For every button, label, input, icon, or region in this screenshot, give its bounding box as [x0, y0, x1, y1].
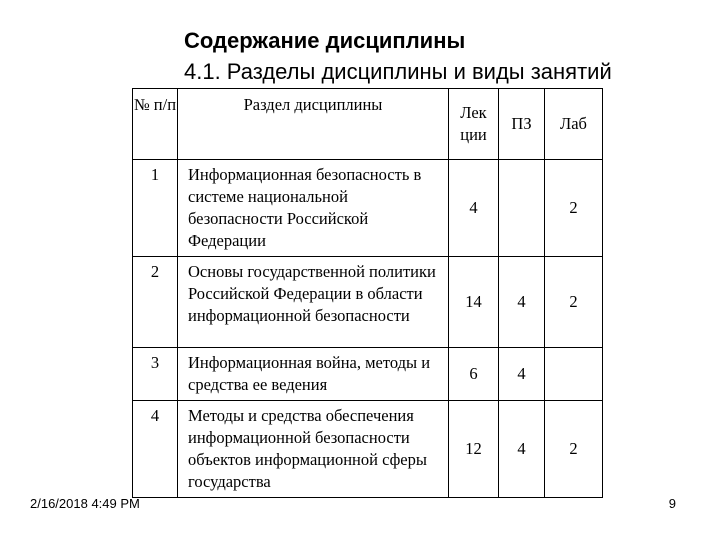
table-row [133, 257, 603, 348]
header-lectures: Лек ции [449, 89, 499, 160]
header-labs: Лаб [545, 89, 603, 160]
header-section: Раздел дисциплины [178, 89, 449, 160]
row-practice: 4 [499, 401, 545, 498]
table-header-row [133, 89, 603, 160]
row-lectures: 6 [449, 348, 499, 401]
row-lectures: 4 [449, 160, 499, 257]
row-labs: 2 [545, 160, 603, 257]
row-labs: 2 [545, 401, 603, 498]
footer-date: 2/16/2018 4:49 PM [30, 496, 140, 511]
header-practice: ПЗ [499, 89, 545, 160]
row-num: 3 [133, 348, 178, 401]
slide-title-block [184, 27, 612, 89]
row-lectures: 12 [449, 401, 499, 498]
table-row [133, 160, 603, 257]
row-practice [499, 160, 545, 257]
row-lectures: 14 [449, 257, 499, 348]
header-num: № п/п [133, 89, 178, 160]
row-section: Методы и средства обеспечения информационной безопасности объектов информационной сферы государства [178, 401, 449, 498]
row-num: 1 [133, 160, 178, 257]
row-section: Информационная война, методы и средства ее ведения [178, 348, 449, 401]
row-section: Основы государственной политики Российской Федерации в области информационной безопасности [178, 257, 449, 348]
row-num: 4 [133, 401, 178, 498]
row-num: 2 [133, 257, 178, 348]
row-labs [545, 348, 603, 401]
slide-subtitle: 4.1. Разделы дисциплины и виды занятий [184, 59, 612, 84]
row-practice: 4 [499, 257, 545, 348]
page-number: 9 [668, 496, 676, 511]
table-row [133, 348, 603, 401]
slide-title: Содержание дисциплины [184, 28, 466, 53]
sections-table [132, 88, 603, 498]
row-practice: 4 [499, 348, 545, 401]
row-labs: 2 [545, 257, 603, 348]
table-row [133, 401, 603, 498]
row-section: Информационная безопасность в системе национальной безопасности Российской Федерации [178, 160, 449, 257]
